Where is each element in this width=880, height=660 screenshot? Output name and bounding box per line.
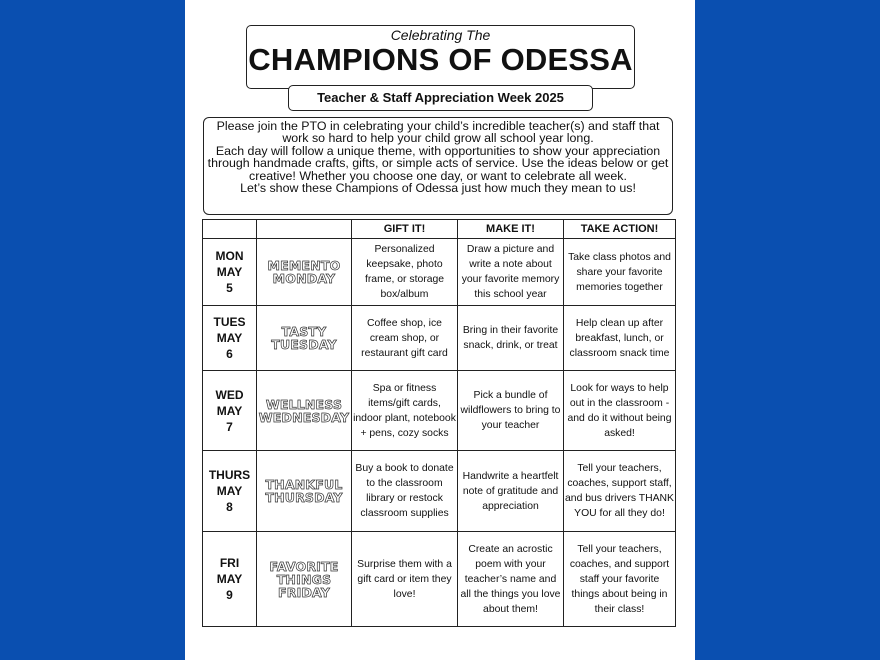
- intro-line-2: Each day will follow a unique theme, with opportunities to show your appreciation through handmade crafts, gifts, or simple acts of service. Use the ideas below or get creative! Whether you choose one day, or want to celebrate all week.: [207, 143, 669, 183]
- day-date: 9: [226, 588, 233, 602]
- table-row: [203, 451, 676, 532]
- header-gift: GIFT IT!: [352, 220, 458, 239]
- day-date: 8: [226, 500, 233, 514]
- day-cell: [203, 371, 257, 451]
- gift-cell: Coffee shop, ice cream shop, or restaurant gift card: [352, 306, 458, 371]
- make-cell: Create an acrostic poem with your teacher’s name and all the things you love about them!: [458, 532, 564, 627]
- day-date: 7: [226, 419, 233, 434]
- action-cell: Help clean up after breakfast, lunch, or classroom snack time: [564, 306, 676, 371]
- gift-cell: Spa or fitness items/gift cards, indoor plant, notebook + pens, cozy socks: [352, 371, 458, 451]
- title-box: [246, 25, 635, 89]
- table-row: [203, 371, 676, 451]
- theme-cell: TASTY TUESDAY: [257, 306, 352, 371]
- header-cell-day: [203, 220, 257, 239]
- make-cell: Handwrite a heartfelt note of gratitude and appreciation: [458, 451, 564, 532]
- theme-cell: THANKFUL THURSDAY: [257, 451, 352, 532]
- day-month: MAY: [216, 572, 243, 586]
- intro-box: [203, 117, 673, 215]
- action-cell: Look for ways to help out in the classroom - and do it without being asked!: [564, 371, 676, 451]
- page-title: CHAMPIONS OF ODESSA: [248, 42, 633, 77]
- make-cell: Bring in their favorite snack, drink, or treat: [458, 306, 564, 371]
- day-month: MAY: [216, 331, 243, 345]
- gift-cell: Personalized keepsake, photo frame, or storage box/album: [352, 239, 458, 306]
- header-make: MAKE IT!: [458, 220, 564, 239]
- make-cell: Draw a picture and write a note about your favorite memory this school year: [458, 239, 564, 306]
- header-action: TAKE ACTION!: [564, 220, 676, 239]
- day-date: 6: [226, 347, 233, 361]
- action-cell: Tell your teachers, coaches, and support staff your favorite things about being in their class!: [564, 532, 676, 627]
- intro-line-3: Let’s show these Champions of Odessa just how much they mean to us!: [240, 181, 636, 196]
- day-date: 5: [226, 281, 233, 295]
- week-banner: Teacher & Staff Appreciation Week 2025: [288, 85, 593, 111]
- gift-cell: Buy a book to donate to the classroom library or restock classroom supplies: [352, 451, 458, 532]
- day-name: WED: [215, 387, 244, 402]
- day-cell: [203, 451, 257, 532]
- action-cell: Tell your teachers, coaches, support staff, and bus drivers THANK YOU for all they do!: [564, 451, 676, 532]
- table-row: [203, 239, 676, 306]
- day-month: MAY: [216, 403, 243, 418]
- day-month: MAY: [216, 484, 243, 498]
- action-cell: Take class photos and share your favorite memories together: [564, 239, 676, 306]
- theme-cell: MEMENTO MONDAY: [257, 239, 352, 306]
- table-header-row: [203, 220, 676, 239]
- day-name: MON: [215, 249, 244, 263]
- intro-line-1: Please join the PTO in celebrating your child’s incredible teacher(s) and staff that work so hard to help your child grow all school year long.: [216, 119, 660, 146]
- day-cell: [203, 306, 257, 371]
- flyer-page: [185, 0, 695, 660]
- make-cell: Pick a bundle of wildflowers to bring to your teacher: [458, 371, 564, 451]
- day-name: THURS: [208, 468, 251, 482]
- day-name: TUES: [213, 315, 246, 329]
- day-cell: [203, 239, 257, 306]
- table-row: [203, 532, 676, 627]
- header-cell-theme: [257, 220, 352, 239]
- gift-cell: Surprise them with a gift card or item they love!: [352, 532, 458, 627]
- subtitle: Celebrating The: [390, 27, 491, 43]
- theme-cell: FAVORITE THINGS FRIDAY: [257, 532, 352, 627]
- day-cell: [203, 532, 257, 627]
- activity-table: [202, 219, 676, 627]
- day-month: MAY: [216, 265, 243, 279]
- theme-cell: WELLNESS WEDNESDAY: [257, 371, 352, 451]
- day-name: FRI: [219, 556, 240, 570]
- table-row: [203, 306, 676, 371]
